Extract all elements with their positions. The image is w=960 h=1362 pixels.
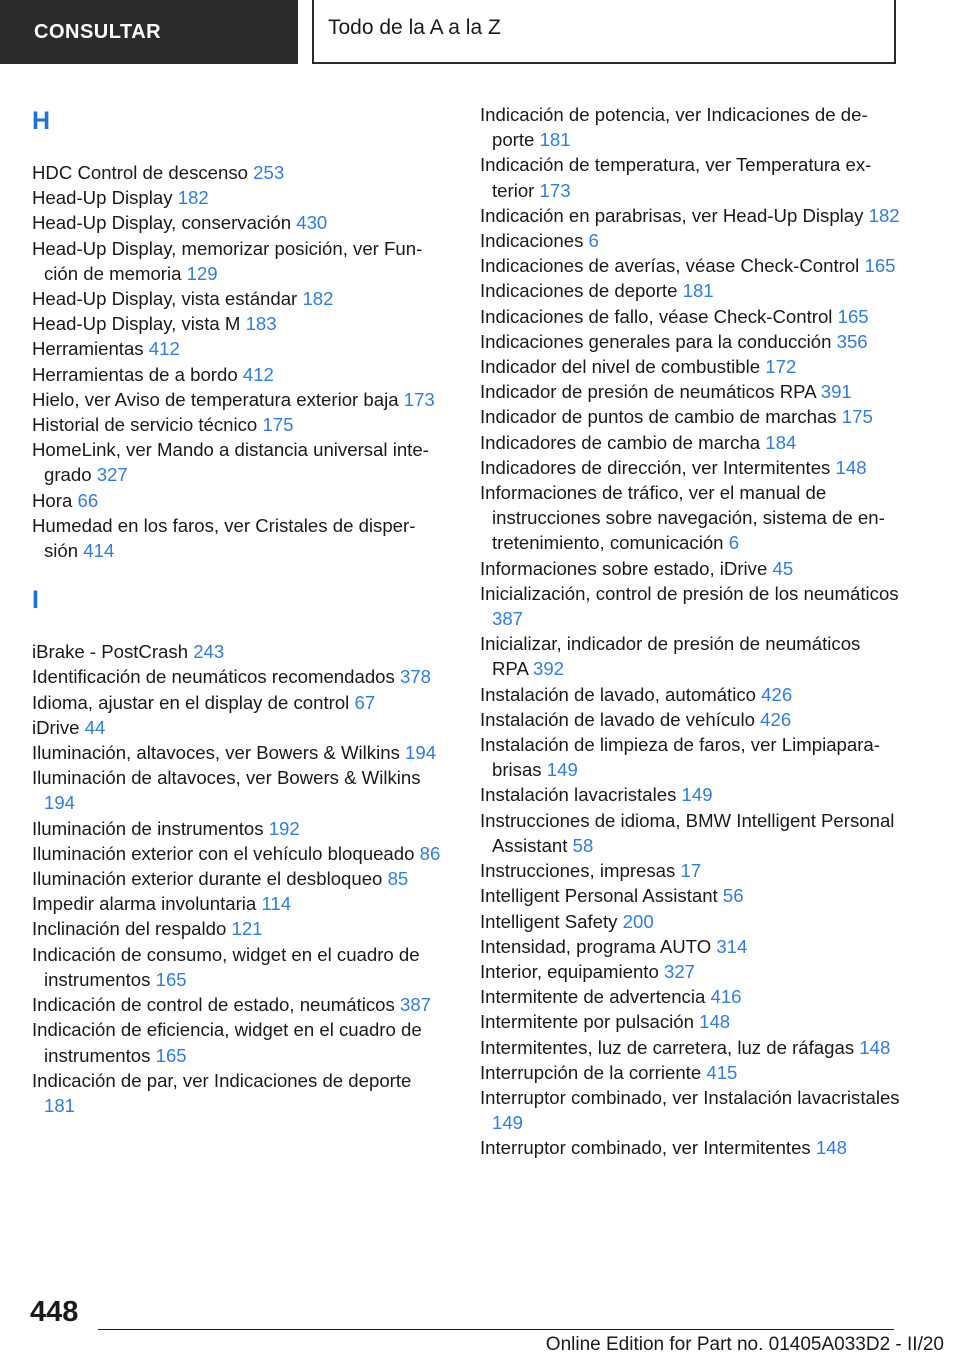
index-entry — [32, 916, 442, 941]
page-reference-link[interactable]: 85 — [387, 868, 409, 890]
index-entry — [480, 430, 900, 455]
page-reference-link[interactable]: 165 — [864, 255, 896, 277]
index-column-left — [32, 102, 442, 1118]
page-reference-link[interactable]: 67 — [354, 691, 376, 713]
index-entry-text: Inicialización, control de presión de los neumáticos — [480, 582, 899, 604]
index-entry — [480, 404, 900, 429]
index-entry-text: iDrive — [32, 716, 80, 738]
index-entry-text: Interruptor combinado, ver Instalación lavacristales — [480, 1086, 900, 1108]
index-entry-text: Indicación de temperatura, ver Temperatura exterior — [480, 154, 872, 201]
page-reference-link[interactable]: 175 — [262, 414, 294, 436]
index-entry-text: Head-Up Display, vista estándar — [32, 288, 298, 310]
index-entry — [480, 329, 900, 354]
page-reference-link[interactable]: 148 — [815, 1137, 847, 1159]
index-entry — [480, 1085, 900, 1135]
page-reference-link[interactable]: 414 — [83, 540, 115, 562]
index-entry — [480, 1035, 900, 1060]
index-entry — [480, 354, 900, 379]
index-entry-text: Hielo, ver Aviso de temperatura exterior baja — [32, 388, 399, 410]
page-header — [0, 0, 960, 66]
index-entry-text: Head-Up Display, memorizar posición, ver Función de memoria — [32, 237, 423, 284]
index-entry-text: Iluminación de instrumentos — [32, 817, 264, 839]
page-reference-link[interactable]: 184 — [765, 431, 797, 453]
index-entry-text: Informaciones sobre estado, iDrive — [480, 557, 768, 579]
page-reference-link[interactable]: 175 — [841, 406, 873, 428]
index-entry — [480, 152, 900, 202]
index-entry — [480, 909, 900, 934]
index-entry — [32, 690, 442, 715]
index-group-right — [480, 102, 900, 1161]
index-entry-text: Indicador de presión de neumáticos RPA — [480, 381, 816, 403]
page-reference-link[interactable]: 129 — [186, 262, 218, 284]
index-entry-text: Instalación de lavado de vehículo — [480, 708, 755, 730]
index-letter-i: I — [32, 586, 39, 615]
index-entry-text: Indicaciones de deporte — [480, 280, 678, 302]
page-reference-link[interactable]: 173 — [403, 388, 435, 410]
page-reference-link[interactable]: 181 — [44, 1094, 76, 1116]
index-entry-text: Iluminación de altavoces, ver Bowers & Wilkins — [32, 767, 421, 789]
index-entry-text: Indicación en parabrisas, ver Head-Up Display — [480, 204, 864, 226]
index-entry — [32, 185, 442, 210]
index-entry-text: Intelligent Personal Assistant — [480, 885, 718, 907]
index-entry-text: Idioma, ajustar en el display de control — [32, 691, 350, 713]
page-reference-link[interactable]: 56 — [722, 885, 744, 907]
index-entry-text: Indicador del nivel de combustible — [480, 356, 761, 378]
index-entry-text: Indicación de consumo, widget en el cuadro de instrumentos — [32, 943, 420, 990]
page-reference-link[interactable]: 183 — [245, 313, 277, 335]
index-entry-text: Indicación de eficiencia, widget en el cuadro de instrumentos — [32, 1019, 422, 1066]
page-reference-link[interactable]: 86 — [419, 842, 441, 864]
index-entry-text: Indicadores de cambio de marcha — [480, 431, 761, 453]
index-entry-text: Herramientas — [32, 338, 144, 360]
page-reference-link[interactable]: 253 — [253, 162, 285, 183]
page-reference-link[interactable]: 327 — [96, 464, 128, 486]
index-entry — [32, 336, 442, 361]
page-reference-link[interactable]: 6 — [728, 532, 740, 554]
page-reference-link[interactable]: 165 — [155, 1044, 187, 1066]
page-reference-link[interactable]: 121 — [231, 918, 263, 940]
chapter-title: CONSULTAR — [0, 0, 298, 64]
index-entry-text: HomeLink, ver Mando a distancia universal integrado — [32, 439, 429, 486]
index-entry — [480, 304, 900, 329]
page-reference-link[interactable]: 173 — [539, 179, 571, 201]
page-reference-link[interactable]: 148 — [835, 456, 867, 478]
page-reference-link[interactable]: 182 — [177, 187, 209, 209]
index-entry — [480, 808, 900, 858]
page-reference-link[interactable]: 182 — [868, 204, 900, 226]
index-entry — [480, 1060, 900, 1085]
index-entry-text: Hora — [32, 489, 73, 511]
index-entry — [32, 488, 442, 513]
index-entry-text: Iluminación exterior con el vehículo bloqueado — [32, 842, 415, 864]
index-entry — [480, 682, 900, 707]
page-reference-link[interactable]: 415 — [706, 1061, 738, 1083]
index-entry — [32, 412, 442, 437]
index-entry — [32, 841, 442, 866]
index-entry — [480, 858, 900, 883]
index-group-h — [32, 160, 442, 563]
page-reference-link[interactable]: 416 — [710, 986, 742, 1008]
page-reference-link[interactable]: 181 — [539, 129, 571, 151]
index-entry — [480, 581, 900, 631]
index-entry — [32, 437, 442, 487]
index-entry — [32, 866, 442, 891]
page-reference-link[interactable]: 165 — [837, 305, 869, 327]
index-entry-text: Intermitentes, luz de carretera, luz de ráfagas — [480, 1036, 855, 1058]
index-entry — [480, 782, 900, 807]
index-entry-text: Indicación de control de estado, neumáticos — [32, 994, 395, 1016]
page-reference-link[interactable]: 114 — [261, 893, 292, 915]
page-reference-link[interactable]: 148 — [859, 1036, 891, 1058]
index-entry-text: Intensidad, programa AUTO — [480, 935, 712, 957]
index-entry-text: Instrucciones de idioma, BMW Intelligent Personal Assistant — [480, 809, 895, 856]
index-entry-text: Informaciones de tráfico, ver el manual de instrucciones sobre navegación, sistema de entretenimiento, comunicación — [480, 482, 885, 554]
index-entry-text: Interior, equipamiento — [480, 960, 659, 982]
page-reference-link[interactable]: 314 — [716, 935, 748, 957]
page-reference-link[interactable]: 378 — [399, 666, 431, 688]
page-reference-link[interactable]: 194 — [44, 792, 76, 814]
index-entry-text: Indicaciones generales para la conducción — [480, 330, 832, 352]
page-reference-link[interactable]: 387 — [492, 608, 524, 630]
index-entry-text: Instalación de limpieza de faros, ver Limpiaparabrisas — [480, 734, 880, 781]
page-reference-link[interactable]: 17 — [680, 860, 702, 882]
index-letter-h: H — [32, 107, 51, 135]
index-entry — [480, 379, 900, 404]
index-entry — [32, 639, 442, 664]
page-reference-link[interactable]: 182 — [302, 288, 334, 310]
index-entry — [32, 992, 442, 1017]
index-entry — [32, 715, 442, 740]
index-entry-text: Intermitente por pulsación — [480, 1011, 694, 1033]
edition-note: Online Edition for Part no. 01405A033D2 - II/20 — [545, 1334, 944, 1355]
page-reference-link[interactable]: 6 — [588, 230, 599, 252]
index-entry-text: Humedad en los faros, ver Cristales de dispersión — [32, 514, 416, 562]
index-entry-text: Head-Up Display, conservación — [32, 212, 292, 234]
footer-divider — [98, 1329, 894, 1330]
page-reference-link[interactable]: 44 — [84, 716, 106, 738]
index-entry-text: Iluminación exterior durante el desbloqueo — [32, 868, 383, 890]
index-entry — [480, 228, 900, 253]
index-entry — [480, 480, 900, 556]
page-reference-link[interactable]: 200 — [622, 910, 654, 932]
page-reference-link[interactable]: 426 — [760, 708, 792, 730]
index-entry — [480, 732, 900, 782]
page-reference-link[interactable]: 149 — [546, 759, 578, 781]
page-reference-link[interactable]: 58 — [572, 834, 594, 856]
index-entry-text: Impedir alarma involuntaria — [32, 893, 257, 915]
index-entry — [32, 891, 442, 916]
page-reference-link[interactable]: 148 — [699, 1011, 731, 1033]
index-entry-text: Identificación de neumáticos recomendados — [32, 666, 395, 688]
index-entry — [32, 236, 442, 286]
index-entry-text: Indicadores de dirección, ver Intermitentes — [480, 456, 831, 478]
index-entry — [32, 210, 442, 235]
index-entry-text: Indicación de par, ver Indicaciones de deporte — [32, 1069, 412, 1091]
index-entry-text: Inicializar, indicador de presión de neumáticos RPA — [480, 633, 861, 680]
index-entry — [32, 160, 442, 185]
index-entry-text: Herramientas de a bordo — [32, 363, 238, 385]
page-reference-link[interactable]: 243 — [193, 641, 225, 663]
index-entry — [480, 883, 900, 908]
page-reference-link[interactable]: 387 — [399, 994, 432, 1016]
index-entry-text: Indicación de potencia, ver Indicaciones de deporte — [480, 104, 868, 151]
index-entry — [32, 362, 442, 387]
index-entry-text: Historial de servicio técnico — [32, 414, 258, 436]
index-entry-text: Intelligent Safety — [480, 910, 618, 932]
page-reference-link[interactable]: 194 — [405, 742, 437, 764]
index-entry — [32, 513, 442, 563]
page-reference-link[interactable]: 181 — [682, 280, 714, 302]
index-entry — [32, 765, 442, 815]
index-entry — [480, 1135, 900, 1160]
index-entry — [480, 455, 900, 480]
index-entry-text: Indicaciones de fallo, véase Check-Control — [480, 305, 833, 327]
page-reference-link[interactable]: 356 — [836, 330, 868, 352]
index-entry — [32, 816, 442, 841]
index-entry-text: Interrupción de la corriente — [480, 1061, 702, 1083]
index-entry — [480, 934, 900, 959]
index-entry — [32, 387, 442, 412]
index-entry-text: Indicador de puntos de cambio de marchas — [480, 406, 837, 428]
index-entry-text: Head-Up Display — [32, 187, 173, 209]
page-number: 448 — [30, 1296, 79, 1328]
index-entry-text: Iluminación, altavoces, ver Bowers & Wilkins — [32, 742, 400, 764]
page-reference-link[interactable]: 172 — [765, 356, 797, 378]
index-entry — [32, 664, 442, 689]
index-entry-text: Inclinación del respaldo — [32, 918, 227, 940]
page-reference-link[interactable]: 149 — [681, 784, 713, 806]
page-reference-link[interactable]: 45 — [772, 557, 794, 579]
index-entry — [32, 311, 442, 336]
page-reference-link[interactable]: 412 — [148, 338, 180, 360]
index-entry-text: iBrake - PostCrash — [32, 641, 189, 663]
index-group-i — [32, 639, 442, 1118]
index-entry-text: Interruptor combinado, ver Intermitentes — [480, 1137, 811, 1159]
index-column-right — [480, 102, 900, 1161]
index-entry — [32, 1068, 442, 1118]
index-entry — [32, 942, 442, 992]
page-reference-link[interactable]: 391 — [820, 381, 852, 403]
index-entry — [480, 707, 900, 732]
page-reference-link[interactable]: 66 — [77, 489, 99, 511]
page-reference-link[interactable]: 165 — [155, 968, 187, 990]
index-entry — [480, 102, 900, 152]
index-entry — [32, 740, 442, 765]
index-entry — [480, 278, 900, 303]
page-reference-link[interactable]: 430 — [296, 212, 328, 234]
index-entry-text: Instalación lavacristales — [480, 784, 677, 806]
index-entry — [32, 286, 442, 311]
index-entry-text: Instalación de lavado, automático — [480, 683, 756, 705]
index-entry — [480, 959, 900, 984]
index-entry — [480, 556, 900, 581]
index-entry — [480, 1009, 900, 1034]
index-entry-text: Indicaciones — [480, 230, 584, 252]
index-entry — [480, 253, 900, 278]
page-reference-link[interactable]: 149 — [492, 1112, 524, 1134]
index-entry-text: Head-Up Display, vista M — [32, 313, 241, 335]
index-entry-text: Instrucciones, impresas — [480, 860, 676, 882]
index-entry — [480, 203, 900, 228]
page-reference-link[interactable]: 412 — [242, 363, 274, 385]
section-title: Todo de la A a la Z — [312, 0, 896, 64]
index-entry — [480, 984, 900, 1009]
page-reference-link[interactable]: 426 — [761, 683, 793, 705]
page-reference-link[interactable]: 327 — [664, 960, 696, 982]
page-reference-link[interactable]: 192 — [268, 817, 300, 839]
page-reference-link[interactable]: 392 — [533, 658, 565, 680]
index-entry — [32, 1017, 442, 1067]
index-entry-text: HDC Control de descenso — [32, 162, 248, 183]
index-entry-text: Intermitente de advertencia — [480, 986, 706, 1008]
index-entry-text: Indicaciones de averías, véase Check-Control — [480, 255, 860, 277]
index-entry — [480, 631, 900, 681]
